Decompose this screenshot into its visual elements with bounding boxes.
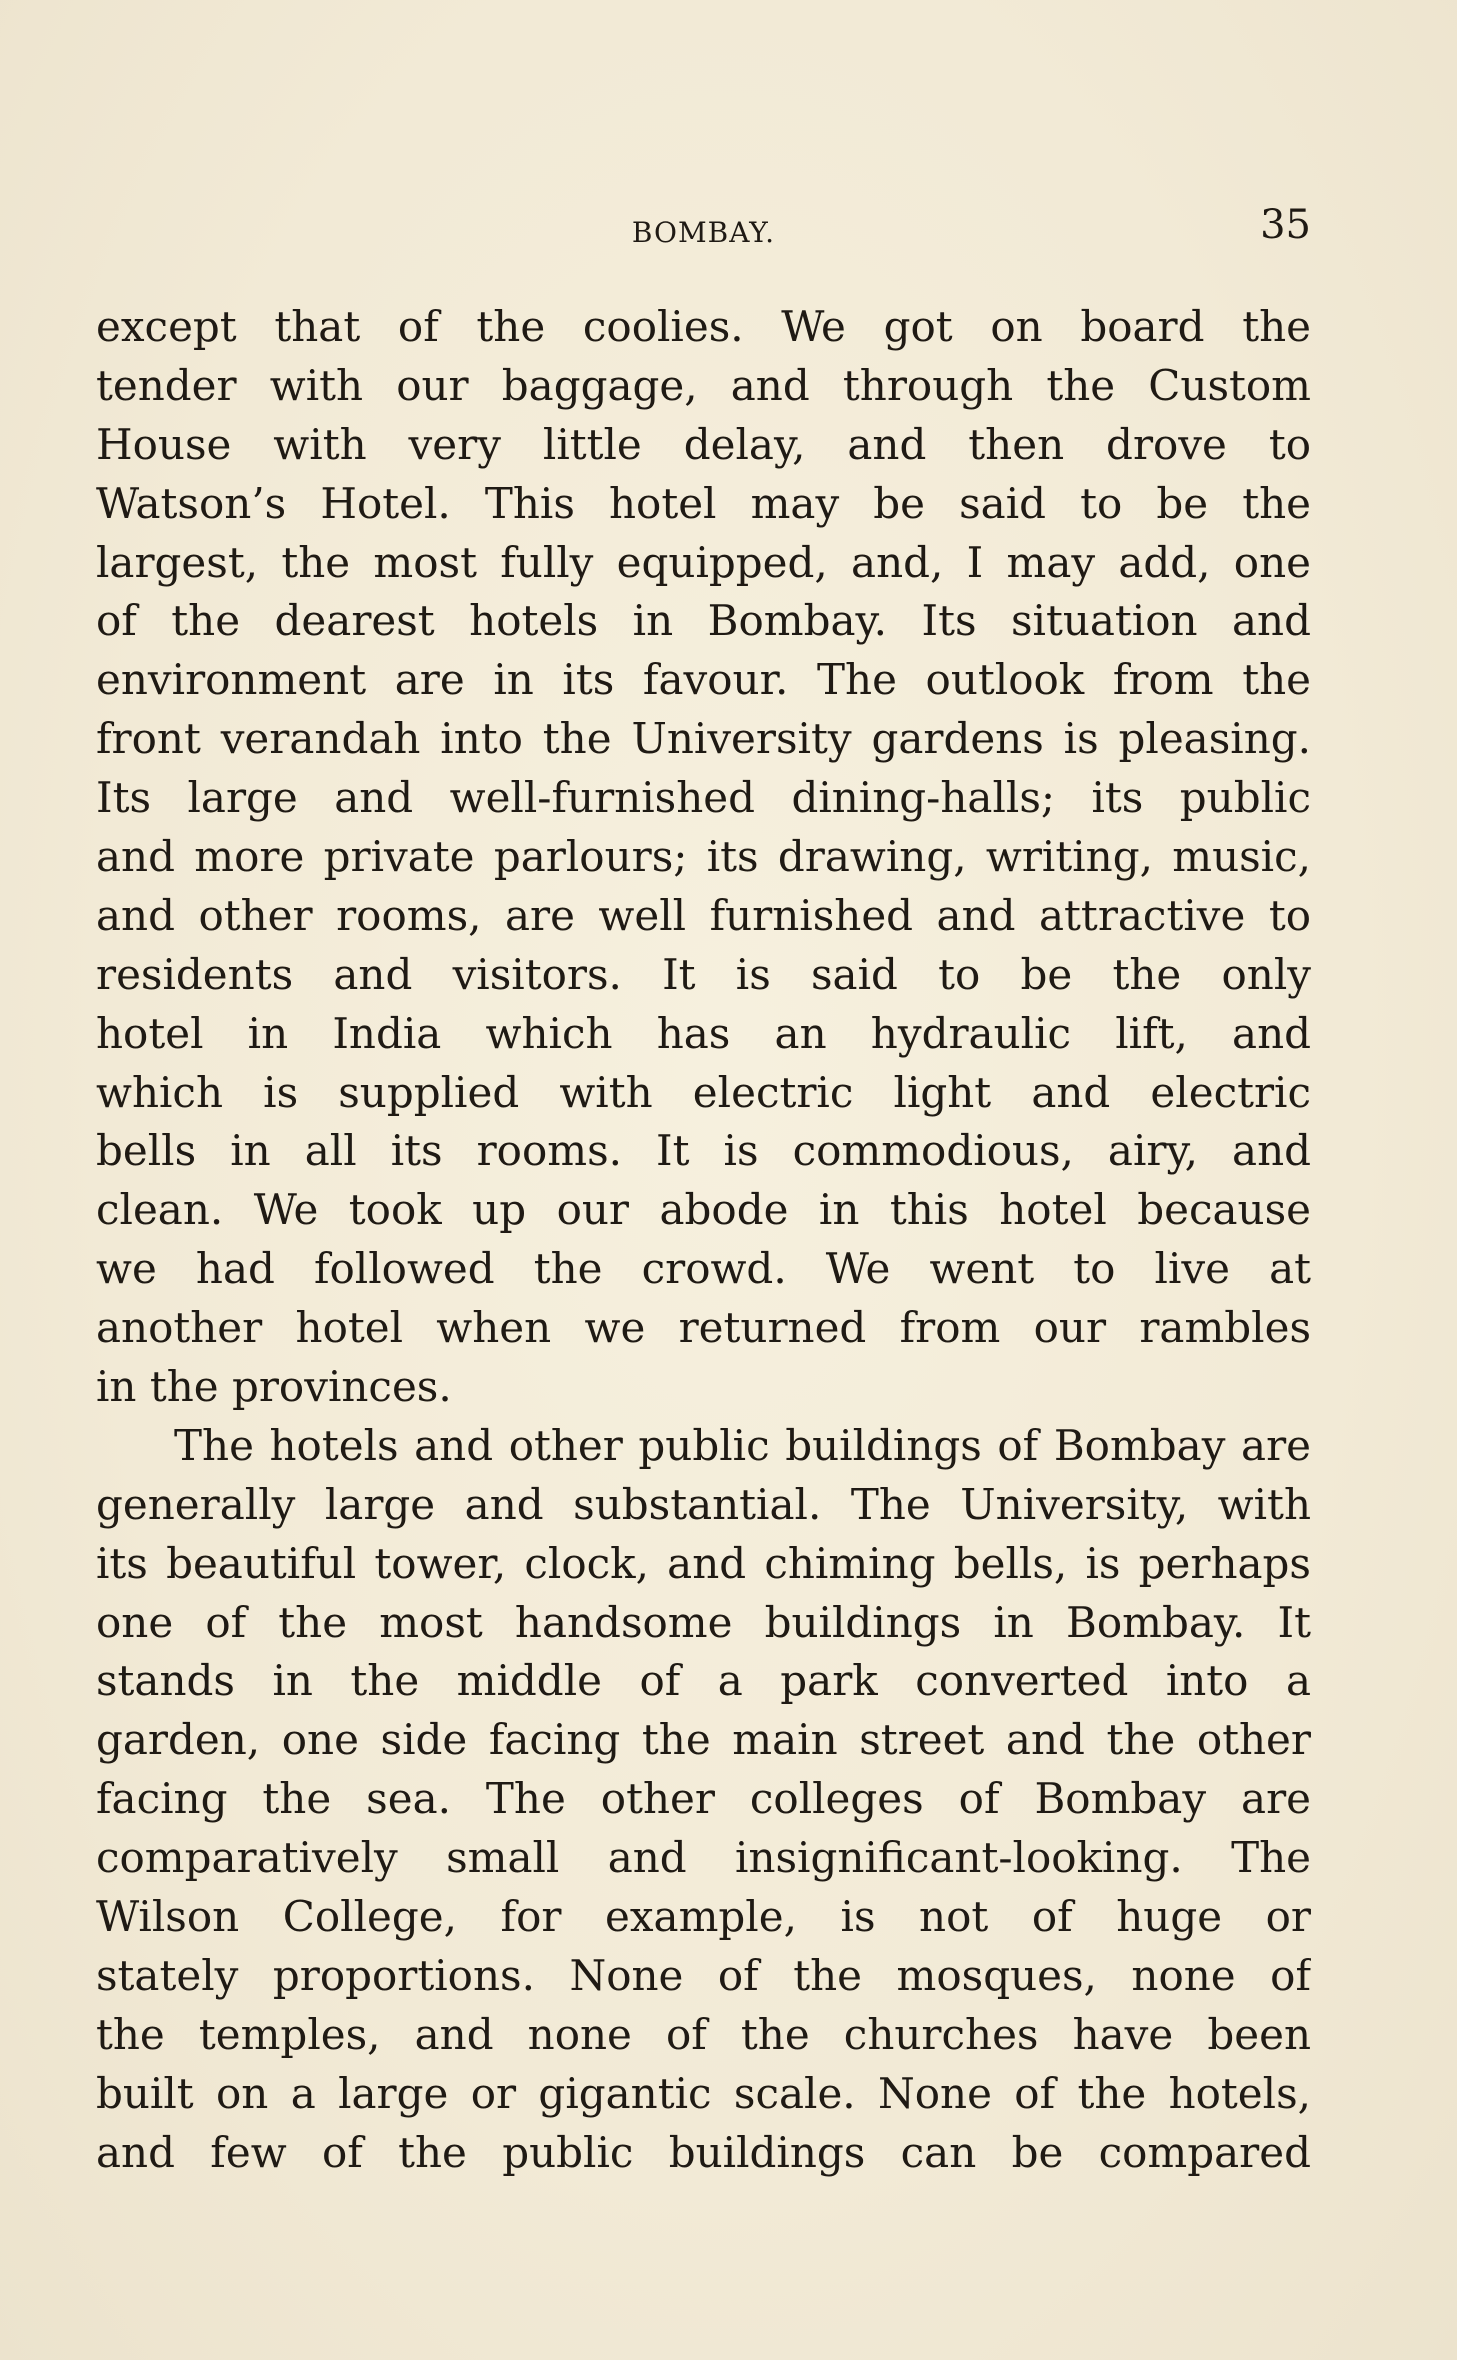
text-line: comparatively small and insignificant-looking. The (96, 1833, 1311, 1883)
text-line: we had followed the crowd. We went to live at (96, 1244, 1311, 1294)
page-number: 35 (1260, 202, 1311, 248)
text-line: and more private parlours; its drawing, writing, music, (96, 832, 1311, 882)
text-line: hotel in India which has an hydraulic lift, and (96, 1008, 1311, 1058)
text-line: one of the most handsome buildings in Bombay. It (96, 1597, 1311, 1647)
text-line: bells in all its rooms. It is commodious, airy, and (96, 1126, 1311, 1176)
text-line: of the dearest hotels in Bombay. Its situation and (96, 596, 1311, 646)
text-line: its beautiful tower, clock, and chiming bells, is perhaps (96, 1538, 1311, 1588)
running-title: BOMBAY. (631, 216, 776, 249)
text-line: House with very little delay, and then drove to (96, 419, 1311, 469)
running-head (96, 196, 1311, 252)
text-line: Wilson College, for example, is not of huge or (96, 1892, 1311, 1942)
text-line: built on a large or gigantic scale. None of the hotels, (96, 2068, 1311, 2118)
text-line: and few of the public buildings can be compared (96, 2127, 1311, 2177)
text-line: front verandah into the University gardens is pleasing. (96, 714, 1311, 764)
text-line: facing the sea. The other colleges of Bombay are (96, 1774, 1311, 1824)
text-line: stately proportions. None of the mosques, none of (96, 1950, 1311, 2000)
text-line: largest, the most fully equipped, and, I may add, one (96, 537, 1311, 587)
text-line: The hotels and other public buildings of Bombay are (174, 1420, 1311, 1470)
text-line: the temples, and none of the churches have been (96, 2009, 1311, 2059)
text-line: Its large and well-furnished dining-halls; its public (96, 773, 1311, 823)
text-line: another hotel when we returned from our rambles (96, 1303, 1311, 1353)
text-line: residents and visitors. It is said to be the only (96, 949, 1311, 999)
text-line: and other rooms, are well furnished and attractive to (96, 890, 1311, 940)
body-text (96, 298, 1311, 2183)
text-line: environment are in its favour. The outlook from the (96, 655, 1311, 705)
text-line: in the provinces. (96, 1362, 452, 1412)
text-line: clean. We took up our abode in this hotel because (96, 1185, 1311, 1235)
text-line: stands in the middle of a park converted into a (96, 1656, 1311, 1706)
text-line: except that of the coolies. We got on board the (96, 302, 1311, 351)
text-line: tender with our baggage, and through the Custom (96, 360, 1311, 410)
text-line: generally large and substantial. The University, with (96, 1479, 1311, 1529)
text-line: Watson’s Hotel. This hotel may be said to be the (96, 478, 1311, 528)
text-line: which is supplied with electric light and electric (96, 1067, 1311, 1117)
text-line: garden, one side facing the main street and the other (96, 1715, 1311, 1765)
